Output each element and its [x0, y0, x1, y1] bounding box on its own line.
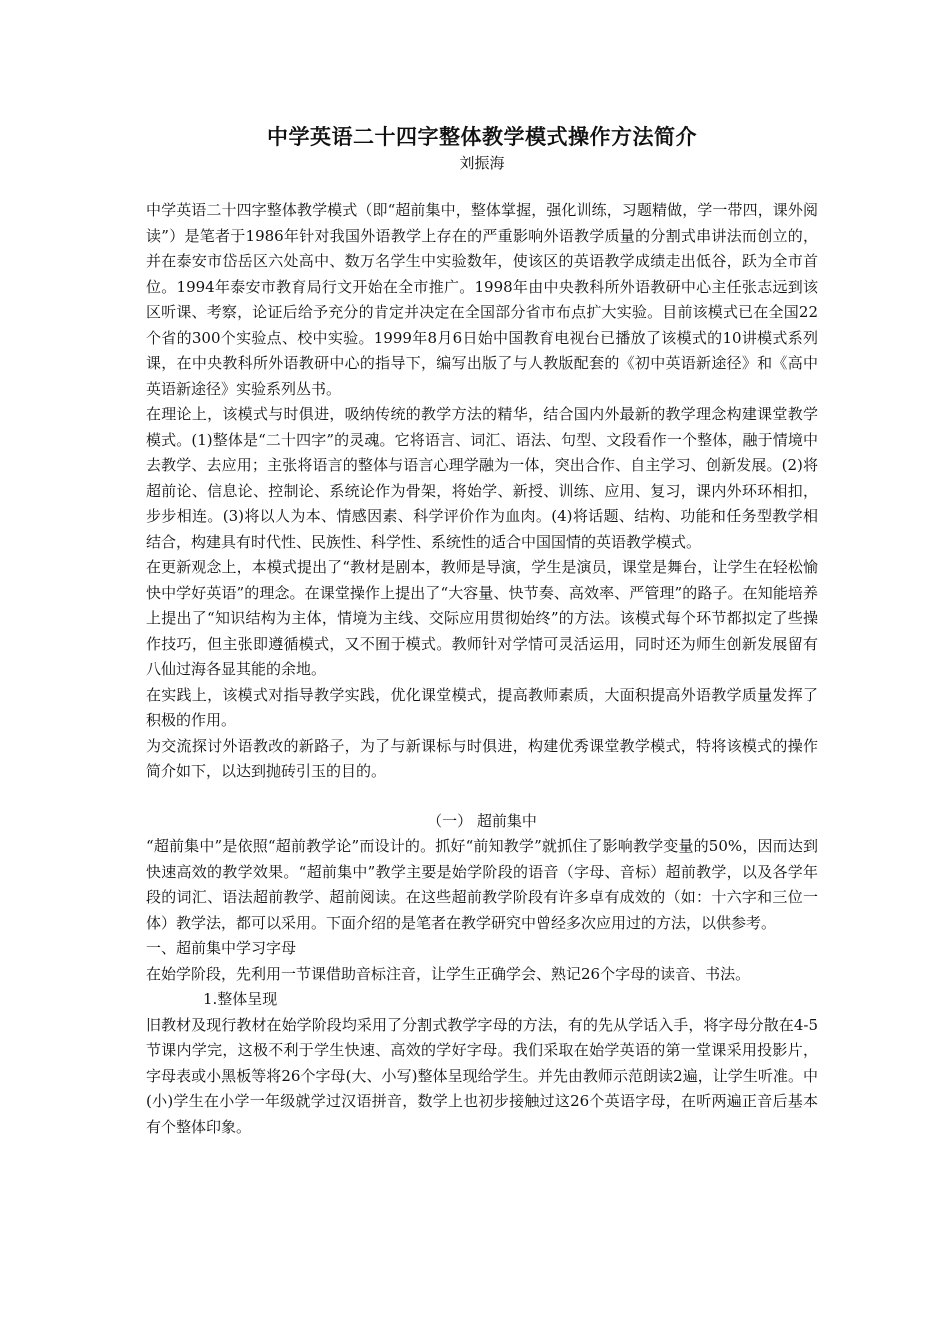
paragraph-theory: 在理论上，该模式与时俱进，吸纳传统的教学方法的精华，结合国内外最新的教学理念构建课堂教学模式。(1)整体是“二十四字”的灵魂。它将语言、词汇、语法、句型、文段看作一个整体，融于情境中去教学、去应用；主张将语言的整体与语言心理学融为一体，突出合作、自主学习、创新发展。(2)将超前论、信息论、控制论、系统论作为骨架，将始学、新授、训练、应用、复习，课内外环环相扣，步步相连。(3)将以人为本、情感因素、科学评价作为血肉。(4)将话题、结构、功能和任务型教学相结合，构建具有时代性、民族性、科学性、系统性的适合中国国情的英语教学模式。: [146, 405, 818, 551]
paragraph-concept: 在更新观念上，本模式提出了“教材是剧本，教师是导演，学生是演员，课堂是舞台，让学生在轻松愉快中学好英语”的理念。在课堂操作上提出了“大容量、快节奏、高效率、严管理”的路子。在知能培养上提出了“知识结构为主体，情境为主线、交际应用贯彻始终”的方法。该模式每个环节都拟定了些操作技巧，但主张即遵循模式，又不囿于模式。教师针对学情可灵活运用，同时还为师生创新发展留有八仙过海各显其能的余地。: [146, 558, 818, 678]
document-page: [146, 122, 818, 1140]
section-intro: “超前集中”是依照“超前教学论”而设计的。抓好“前知教学”就抓住了影响教学变量的50%，因而达到快速高效的教学效果。“超前集中”教学主要是始学阶段的语音（字母、音标）超前教学，以及各学年段的词汇、语法超前教学、超前阅读。在这些超前教学阶段有许多卓有成效的（如：十六字和三位一体）教学法，都可以采用。下面介绍的是笔者在教学研究中曾经多次应用过的方法，以供参考。: [146, 837, 818, 932]
document-title: 中学英语二十四字整体教学模式操作方法简介: [267, 124, 697, 149]
subsection-intro: 在始学阶段，先利用一节课借助音标注音，让学生正确学会、熟记26个字母的读音、书法。: [146, 964, 751, 983]
section-heading: （一） 超前集中: [427, 811, 537, 830]
paragraph-intro: 中学英语二十四字整体教学模式（即“超前集中，整体掌握，强化训练，习题精做，学一带四，课外阅读”）是笔者于1986年针对我国外语教学上存在的严重影响外语教学质量的分割式串讲法而创立的，并在泰安市岱岳区六处高中、数万名学生中实验数年，使该区的英语教学成绩走出低谷，跃为全市首位。1994年泰安市教育局行文开始在全市推广。1998年由中央教科所外语教研中心主任张志远到该区听课、考察，论证后给予充分的肯定并决定在全国部分省市布点扩大实验。目前该模式已在全国22个省的300个实验点、校中实验。1999年8月6日始中国教育电视台已播放了该模式的10讲模式系列课，在中央教科所外语教研中心的指导下，编写出版了与人教版配套的《初中英语新途径》和《高中英语新途径》实验系列丛书。: [146, 201, 818, 398]
paragraph-purpose: 为交流探讨外语教改的新路子，为了与新课标与时俱进，构建优秀课堂教学模式，特将该模式的操作简介如下，以达到抛砖引玉的目的。: [146, 736, 818, 780]
subsection-heading: 一、超前集中学习字母: [146, 939, 297, 957]
point-text: 旧教材及现行教材在始学阶段均采用了分割式教学字母的方法，有的先从学话入手，将字母分散在4-5节课内学完，这极不利于学生快速、高效的学好字母。我们采取在始学英语的第一堂课采用投影片，字母表或小黑板等将26个字母(大、小写)整体呈现给学生。并先由教师示范朗读2遍，让学生听准。中(小)学生在小学一年级就学过汉语拼音，数学上也初步接触过这26个英语字母，在听两遍正音后基本有个整体印象。: [146, 1015, 818, 1136]
document-author: 刘振海: [459, 154, 505, 172]
point-heading: 1.整体呈现: [203, 990, 278, 1008]
paragraph-practice: 在实践上，该模式对指导教学实践，优化课堂模式，提高教师素质，大面积提高外语教学质量发挥了积极的作用。: [146, 685, 818, 729]
